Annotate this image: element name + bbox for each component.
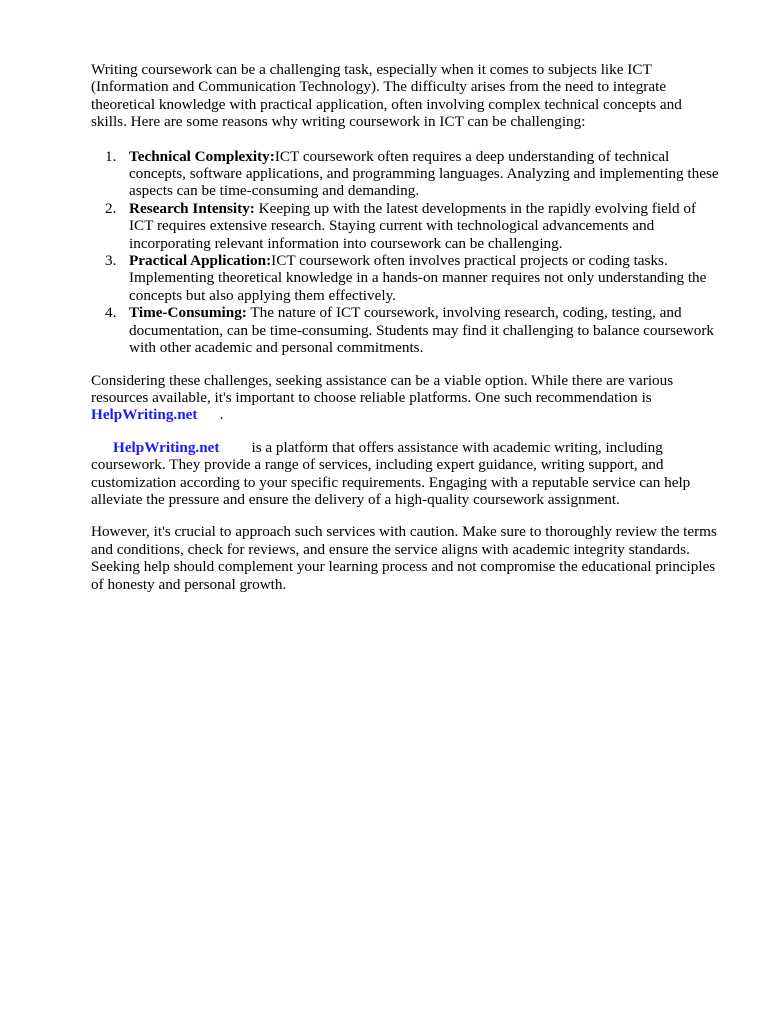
list-number: 4. bbox=[105, 304, 117, 322]
list-term: Practical Application: bbox=[129, 252, 272, 270]
considering-paragraph bbox=[91, 372, 721, 424]
helpwriting-link[interactable]: HelpWriting.net bbox=[91, 406, 198, 424]
platform-text: is a platform that offers assistance with academic writing, including coursework. They provide a range of services, including expert guidance, writing support, and customization according to your specific requirements. Engaging with a reputable service can help alleviate the pressure and ensure the delivery of a high-quality coursework assignment. bbox=[91, 438, 691, 508]
reasons-list bbox=[91, 148, 721, 357]
list-number: 2. bbox=[105, 199, 117, 217]
list-item bbox=[105, 147, 721, 200]
helpwriting-link[interactable]: HelpWriting.net bbox=[113, 438, 220, 456]
list-text: ICT coursework often requires a deep understanding of technical concepts, software applications, and programming languages. Analyzing and implementing these aspects can be time-consuming and demanding. bbox=[129, 147, 719, 200]
list-text: The nature of ICT coursework, involving research, coding, testing, and documentation, can be time-consuming. Students may find it challenging to balance coursework with other academic and personal commitments. bbox=[129, 304, 714, 357]
list-item bbox=[105, 304, 721, 357]
list-text: ICT coursework often involves practical projects or coding tasks. Implementing theoretical knowledge in a hands-on manner requires not only understanding the concepts but also applying them effectively. bbox=[129, 252, 707, 304]
list-term: Time-Consuming: bbox=[129, 304, 247, 322]
list-term: Research Intensity: bbox=[129, 199, 255, 217]
list-number: 1. bbox=[105, 147, 117, 165]
list-item bbox=[105, 199, 721, 252]
platform-paragraph bbox=[91, 439, 721, 509]
document-page bbox=[91, 61, 721, 593]
considering-end: . bbox=[219, 406, 224, 424]
however-paragraph: However, it's crucial to approach such services with caution. Make sure to thoroughly review the terms and conditions, check for reviews, and ensure the service aligns with academic integrity standards. Seeking help should complement your learning process and not compromise the educational principles of honesty and personal growth. bbox=[91, 523, 717, 593]
intro-paragraph: Writing coursework can be a challenging task, especially when it comes to subjects like ICT (Information and Communication Technology). The difficulty arises from the need to integrate theoretical knowledge with practical application, often involving complex technical concepts and skills. Here are some reasons why writing coursework in ICT can be challenging: bbox=[91, 61, 682, 131]
considering-text: Considering these challenges, seeking assistance can be a viable option. While there are various resources available, it's important to choose reliable platforms. One such recommendation is bbox=[91, 371, 674, 406]
list-term: Technical Complexity: bbox=[129, 147, 275, 165]
list-number: 3. bbox=[105, 252, 117, 270]
list-text: Keeping up with the latest developments in the rapidly evolving field of ICT requires extensive research. Staying current with technological advancements and incorporating relevant information into coursework can be challenging. bbox=[129, 199, 697, 252]
list-item bbox=[105, 252, 721, 304]
